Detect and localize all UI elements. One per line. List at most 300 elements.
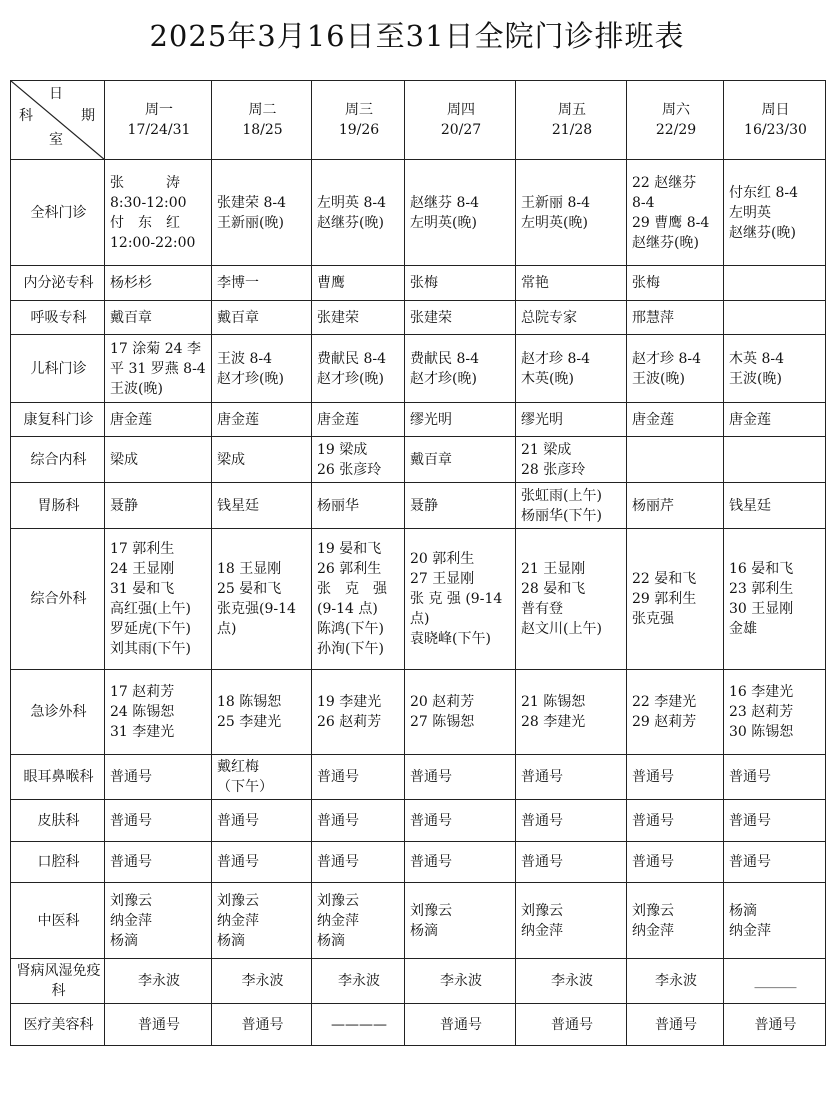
doctor-entry: 普通号 (110, 854, 152, 870)
schedule-cell (405, 266, 516, 301)
doctor-entry: 普通号 (241, 1016, 284, 1033)
doctor-entry: 木英(晚) (521, 370, 574, 387)
schedule-cell (516, 160, 627, 266)
schedule-cell (212, 755, 312, 800)
schedule-cell (627, 1004, 724, 1046)
table-row (11, 755, 826, 800)
table-row (11, 483, 826, 529)
doctor-entry: 普通号 (521, 854, 563, 870)
table-row (11, 883, 826, 959)
schedule-cell (105, 266, 212, 301)
doctor-entry: 19 梁成 (317, 441, 368, 458)
schedule-cell (516, 670, 627, 755)
schedule-cell (516, 437, 627, 483)
doctor-entry: 21 梁成 (521, 441, 572, 458)
schedule-cell (627, 301, 724, 335)
schedule-cell (627, 529, 724, 670)
schedule-cell (627, 266, 724, 301)
schedule-cell (105, 800, 212, 842)
doctor-entry: 赵继芬(晚) (729, 224, 796, 241)
dept-name: 急诊外科 (11, 670, 105, 755)
doctor-entry: 孙洵(下午) (317, 641, 384, 657)
schedule-cell (516, 266, 627, 301)
doctor-entry: 刘其雨(下午) (110, 641, 191, 657)
schedule-cell (405, 301, 516, 335)
doctor-entry: 费献民 8-4 (410, 350, 479, 367)
doctor-entry: 30 王显刚 (729, 601, 794, 617)
schedule-cell (105, 301, 212, 335)
doctor-entry: 唐金莲 (217, 411, 259, 428)
schedule-cell (516, 755, 627, 800)
schedule-cell (312, 403, 405, 437)
schedule-cell (724, 301, 826, 335)
schedule-cell (627, 160, 724, 266)
table-row (11, 160, 826, 266)
doctor-entry: (9-14 点) (317, 601, 378, 617)
doctor-entry: 平 31 罗燕 8-4 (110, 360, 206, 377)
doctor-entry: 刘豫云 (521, 902, 563, 919)
doctor-entry: 普通号 (410, 769, 452, 785)
doctor-entry: 刘豫云 (110, 892, 152, 909)
table-row (11, 1004, 826, 1046)
schedule-cell (312, 755, 405, 800)
schedule-cell (516, 883, 627, 959)
doctor-entry: 23 赵莉芳 (729, 704, 794, 720)
header-corner (11, 81, 105, 160)
doctor-entry: 刘豫云 (317, 892, 359, 909)
doctor-entry: 21 陈锡恕 (521, 694, 586, 710)
schedule-cell (312, 842, 405, 883)
doctor-entry: 25 李建光 (217, 714, 282, 730)
schedule-cell (627, 883, 724, 959)
schedule-cell (627, 800, 724, 842)
doctor-entry: 左明英(晚) (521, 214, 588, 231)
schedule-cell (212, 160, 312, 266)
doctor-entry: 戴百章 (110, 309, 152, 326)
schedule-cell (724, 1004, 826, 1046)
schedule-cell (212, 842, 312, 883)
schedule-cell (312, 483, 405, 529)
doctor-entry: 戴红梅 (217, 759, 259, 775)
doctor-entry: 杨滴 (317, 932, 345, 949)
schedule-cell (312, 160, 405, 266)
schedule-cell (724, 437, 826, 483)
doctor-entry: 普通号 (217, 854, 259, 870)
doctor-entry: 普通号 (217, 812, 259, 829)
doctor-entry: 普通号 (317, 769, 359, 785)
doctor-entry: 戴百章 (410, 451, 452, 468)
doctor-entry: 张 克 强 (317, 581, 387, 597)
schedule-cell (516, 800, 627, 842)
table-row (11, 959, 826, 1004)
doctor-entry: 李永波 (241, 973, 284, 989)
doctor-entry: 刘豫云 (632, 902, 674, 919)
day-label: 周三 (345, 102, 373, 118)
doctor-entry: 曹鹰 (317, 275, 345, 291)
doctor-entry: 普通号 (655, 1016, 697, 1033)
doctor-entry: 18 王显刚 (217, 561, 282, 577)
schedule-cell (405, 437, 516, 483)
schedule-cell (516, 959, 627, 1004)
doctor-entry: 31 晏和飞 (110, 581, 175, 597)
doctor-entry: 普通号 (521, 769, 563, 785)
schedule-cell (405, 483, 516, 529)
doctor-entry: 张 涛 (110, 174, 180, 191)
schedule-cell (627, 437, 724, 483)
doctor-entry: 缪光明 (521, 411, 563, 428)
doctor-entry: 普通号 (317, 812, 359, 829)
schedule-cell (516, 335, 627, 403)
doctor-entry: 16 晏和飞 (729, 561, 794, 577)
doctor-entry: 25 晏和飞 (217, 581, 282, 597)
schedule-cell (405, 670, 516, 755)
day-header-6 (627, 81, 724, 160)
doctor-entry: 赵继芬(晚) (632, 234, 699, 251)
dept-name: 中医科 (11, 883, 105, 959)
day-header-2 (212, 81, 312, 160)
doctor-entry: 24 王显刚 (110, 561, 175, 577)
schedule-cell (105, 842, 212, 883)
doctor-entry: 付 东 红 (110, 214, 180, 231)
schedule-cell (105, 1004, 212, 1046)
doctor-entry: 赵文川(上午) (521, 621, 602, 637)
doctor-entry: 赵才珍 8-4 (521, 350, 590, 367)
doctor-entry: 王新丽 8-4 (521, 194, 590, 211)
doctor-entry: 张 克 强 (9-14 (410, 591, 503, 607)
doctor-entry: 普通号 (110, 812, 152, 829)
page-title: 2025年3月16日至31日全院门诊排班表 (149, 19, 685, 53)
doctor-entry: 陈鸿(下午) (317, 621, 384, 637)
dept-name: 内分泌专科 (11, 266, 105, 301)
day-header-1 (105, 81, 212, 160)
day-dates: 18/25 (242, 122, 283, 138)
doctor-entry: 李永波 (138, 973, 180, 989)
doctor-entry: 唐金莲 (729, 411, 771, 428)
dept-name: 综合外科 (11, 529, 105, 670)
doctor-entry: 普通号 (410, 854, 452, 870)
doctor-entry: 赵才珍(晚) (317, 370, 384, 387)
doctor-entry: 29 赵莉芳 (632, 714, 697, 730)
table-row (11, 529, 826, 670)
doctor-entry: 左明英 (729, 204, 771, 221)
doctor-entry: 李永波 (655, 973, 697, 989)
doctor-entry: 张梅 (410, 275, 438, 291)
schedule-cell (724, 800, 826, 842)
doctor-entry: 赵才珍(晚) (217, 370, 284, 387)
doctor-entry: 普通号 (110, 769, 152, 785)
doctor-entry: 邢慧萍 (632, 309, 674, 326)
doctor-entry: 张建荣 (410, 309, 452, 326)
doctor-entry: 17 郭利生 (110, 541, 175, 557)
doctor-entry: 纳金萍 (729, 922, 771, 939)
doctor-entry: 普通号 (632, 812, 674, 829)
day-label: 周五 (558, 102, 586, 118)
schedule-cell (405, 755, 516, 800)
doctor-entry: 杨滴 (217, 932, 245, 949)
day-dates: 16/23/30 (744, 122, 807, 138)
table-row (11, 800, 826, 842)
doctor-entry: 罗延虎(下午) (110, 621, 191, 637)
schedule-cell (405, 959, 516, 1004)
doctor-entry: 20 郭利生 (410, 551, 475, 567)
doctor-entry: 赵继芬 8-4 (410, 194, 479, 211)
schedule-cell (405, 1004, 516, 1046)
schedule-cell (212, 883, 312, 959)
day-label: 周四 (447, 102, 475, 118)
doctor-entry: 22 赵继芬 (632, 174, 697, 191)
doctor-entry: 张梅 (632, 275, 660, 291)
schedule-cell (312, 301, 405, 335)
doctor-entry: 28 晏和飞 (521, 581, 586, 597)
schedule-cell (105, 483, 212, 529)
doctor-entry: 杨丽芹 (632, 497, 674, 514)
schedule-cell (627, 842, 724, 883)
schedule-cell (212, 670, 312, 755)
dept-name: 肾病风湿免疫科 (11, 959, 105, 1004)
doctor-entry: 普通号 (754, 1016, 797, 1033)
doctor-entry: 杨滴 (110, 932, 138, 949)
schedule-cell (724, 403, 826, 437)
schedule-cell (724, 959, 826, 1004)
day-dates: 19/26 (338, 122, 380, 138)
doctor-entry: 24 陈锡恕 (110, 704, 175, 720)
schedule-cell (312, 529, 405, 670)
doctor-entry: 钱星廷 (729, 497, 771, 514)
doctor-entry: 纳金萍 (317, 912, 359, 929)
schedule-cell (312, 1004, 405, 1046)
schedule-cell (312, 437, 405, 483)
schedule-cell (724, 160, 826, 266)
dept-name: 口腔科 (11, 842, 105, 883)
schedule-cell (212, 335, 312, 403)
doctor-entry: ———— (331, 1016, 387, 1033)
schedule-cell (212, 1004, 312, 1046)
schedule-cell (405, 335, 516, 403)
doctor-entry: 唐金莲 (317, 411, 359, 428)
schedule-cell (212, 483, 312, 529)
corner-label-ke: 科 (19, 108, 33, 124)
doctor-entry: 王波 8-4 (217, 350, 272, 367)
doctor-entry: 26 张彦玲 (317, 461, 382, 478)
doctor-entry: 点) (410, 611, 430, 627)
schedule-cell (724, 335, 826, 403)
doctor-entry: 普通号 (551, 1016, 593, 1033)
schedule-table (10, 80, 826, 1046)
doctor-entry: 17 赵莉芳 (110, 684, 175, 700)
doctor-entry: 赵才珍 8-4 (632, 350, 701, 367)
doctor-entry: 杨丽华(下午) (521, 507, 602, 524)
schedule-cell (405, 842, 516, 883)
doctor-entry: 张建荣 8-4 (217, 194, 286, 211)
doctor-entry: 高红强(上午) (110, 601, 191, 617)
doctor-entry: 纳金萍 (217, 912, 259, 929)
schedule-cell (516, 403, 627, 437)
doctor-entry: 袁晓峰(下午) (410, 631, 491, 647)
doctor-entry: 金雄 (729, 621, 757, 637)
doctor-entry: 12:00-22:00 (110, 234, 196, 251)
dept-name: 综合内科 (11, 437, 105, 483)
schedule-cell (105, 883, 212, 959)
schedule-cell (405, 800, 516, 842)
schedule-cell (724, 266, 826, 301)
schedule-cell (724, 842, 826, 883)
doctor-entry: 28 张彦玲 (521, 461, 586, 478)
dept-name: 眼耳鼻喉科 (11, 755, 105, 800)
doctor-entry: 总院专家 (521, 309, 577, 326)
table-row (11, 437, 826, 483)
doctor-entry: 普通号 (521, 812, 563, 829)
day-label: 周日 (761, 102, 790, 118)
doctor-entry: （下午） (217, 779, 273, 795)
doctor-entry: 左明英(晚) (410, 214, 477, 231)
doctor-entry: 李博一 (217, 275, 259, 291)
doctor-entry: 李永波 (440, 973, 482, 989)
schedule-cell (105, 670, 212, 755)
doctor-entry: 聂静 (410, 497, 438, 514)
schedule-cell (212, 403, 312, 437)
schedule-cell (105, 959, 212, 1004)
doctor-entry: 16 李建光 (729, 684, 794, 700)
day-label: 周一 (145, 102, 173, 118)
corner-label-shi: 室 (49, 132, 63, 148)
day-dates: 17/24/31 (127, 122, 191, 138)
schedule-cell (724, 883, 826, 959)
schedule-cell (105, 160, 212, 266)
dept-name: 呼吸专科 (11, 301, 105, 335)
doctor-entry: 钱星廷 (217, 497, 259, 514)
doctor-entry: 纳金萍 (632, 922, 674, 939)
doctor-entry: 常艳 (521, 275, 549, 291)
schedule-cell (516, 529, 627, 670)
doctor-entry: 30 陈锡恕 (729, 724, 794, 740)
doctor-entry: 张克强 (632, 611, 674, 627)
doctor-entry: 赵继芬(晚) (317, 214, 384, 231)
schedule-cell (212, 959, 312, 1004)
schedule-cell (405, 403, 516, 437)
schedule-cell (724, 670, 826, 755)
day-header-3 (312, 81, 405, 160)
day-dates: 20/27 (440, 122, 482, 138)
schedule-cell (212, 266, 312, 301)
schedule-cell (312, 883, 405, 959)
doctor-entry: 杨杉杉 (110, 275, 152, 291)
schedule-cell (516, 1004, 627, 1046)
schedule-cell (212, 301, 312, 335)
doctor-entry: 刘豫云 (410, 902, 452, 919)
dept-name: 全科门诊 (11, 160, 105, 266)
schedule-cell (312, 959, 405, 1004)
doctor-entry: 缪光明 (410, 411, 452, 428)
doctor-entry: 普通号 (632, 769, 674, 785)
schedule-cell (724, 755, 826, 800)
doctor-entry: 普通号 (440, 1016, 482, 1033)
doctor-entry: 张虹雨(上午) (521, 487, 602, 504)
schedule-cell (627, 483, 724, 529)
table-row (11, 335, 826, 403)
corner-label-qi: 期 (81, 108, 95, 124)
doctor-entry: 纳金萍 (521, 922, 563, 939)
day-label: 周六 (662, 102, 690, 118)
schedule-cell (627, 755, 724, 800)
doctor-entry: 27 王显刚 (410, 571, 475, 587)
doctor-entry: 聂静 (110, 497, 138, 514)
schedule-cell (105, 529, 212, 670)
doctor-entry: 刘豫云 (217, 892, 259, 909)
doctor-entry: 普通号 (632, 854, 674, 870)
schedule-cell (312, 670, 405, 755)
schedule-cell (405, 160, 516, 266)
schedule-cell (405, 529, 516, 670)
doctor-entry: 普通号 (729, 812, 771, 829)
schedule-cell (516, 483, 627, 529)
schedule-cell (312, 335, 405, 403)
doctor-entry: 19 晏和飞 (317, 541, 382, 557)
doctor-entry: 李永波 (338, 973, 380, 989)
day-header-7 (724, 81, 826, 160)
doctor-entry: 21 王显刚 (521, 561, 586, 577)
doctor-entry: 26 赵莉芳 (317, 714, 382, 730)
dept-name: 儿科门诊 (11, 335, 105, 403)
doctor-entry: 8-4 (632, 194, 655, 211)
dept-name: 胃肠科 (11, 483, 105, 529)
table-row (11, 670, 826, 755)
schedule-cell (212, 437, 312, 483)
doctor-entry: 18 陈锡恕 (217, 694, 282, 710)
doctor-entry: 22 李建光 (632, 694, 697, 710)
table-row (11, 301, 826, 335)
schedule-cell (212, 800, 312, 842)
doctor-entry: 杨丽华 (317, 497, 359, 514)
day-label: 周二 (248, 102, 277, 118)
doctor-entry: 戴百章 (217, 309, 259, 326)
doctor-entry: 普通号 (138, 1016, 180, 1033)
doctor-entry: 29 郭利生 (632, 591, 697, 607)
schedule-cell (105, 755, 212, 800)
schedule-cell (212, 529, 312, 670)
doctor-entry: 木英 8-4 (729, 350, 784, 367)
doctor-entry: 赵才珍(晚) (410, 370, 477, 387)
schedule-cell (724, 529, 826, 670)
doctor-entry: 张建荣 (317, 309, 359, 326)
schedule-cell (312, 266, 405, 301)
doctor-entry: 李永波 (551, 973, 593, 989)
doctor-entry: 付东红 8-4 (729, 184, 798, 201)
schedule-cell (105, 335, 212, 403)
dept-name: 皮肤科 (11, 800, 105, 842)
doctor-entry: 29 曹鹰 8-4 (632, 214, 710, 231)
table-row (11, 842, 826, 883)
doctor-entry: 27 陈锡恕 (410, 714, 475, 730)
day-dates: 21/28 (551, 122, 593, 138)
doctor-entry: 8:30-12:00 (110, 194, 187, 211)
doctor-entry: 20 赵莉芳 (410, 694, 475, 710)
doctor-entry: 点) (217, 621, 237, 637)
dept-name: 医疗美容科 (11, 1004, 105, 1046)
day-dates: 22/29 (655, 122, 697, 138)
schedule-cell (627, 335, 724, 403)
doctor-entry: ______ (754, 973, 797, 989)
doctor-entry: 普通号 (410, 812, 452, 829)
schedule-cell (627, 403, 724, 437)
schedule-cell (105, 403, 212, 437)
doctor-entry: 左明英 8-4 (317, 194, 386, 211)
schedule-cell (627, 959, 724, 1004)
day-header-5 (516, 81, 627, 160)
day-header-4 (405, 81, 516, 160)
doctor-entry: 王新丽(晚) (217, 214, 284, 231)
doctor-entry: 28 李建光 (521, 714, 586, 730)
doctor-entry: 普通号 (729, 854, 771, 870)
